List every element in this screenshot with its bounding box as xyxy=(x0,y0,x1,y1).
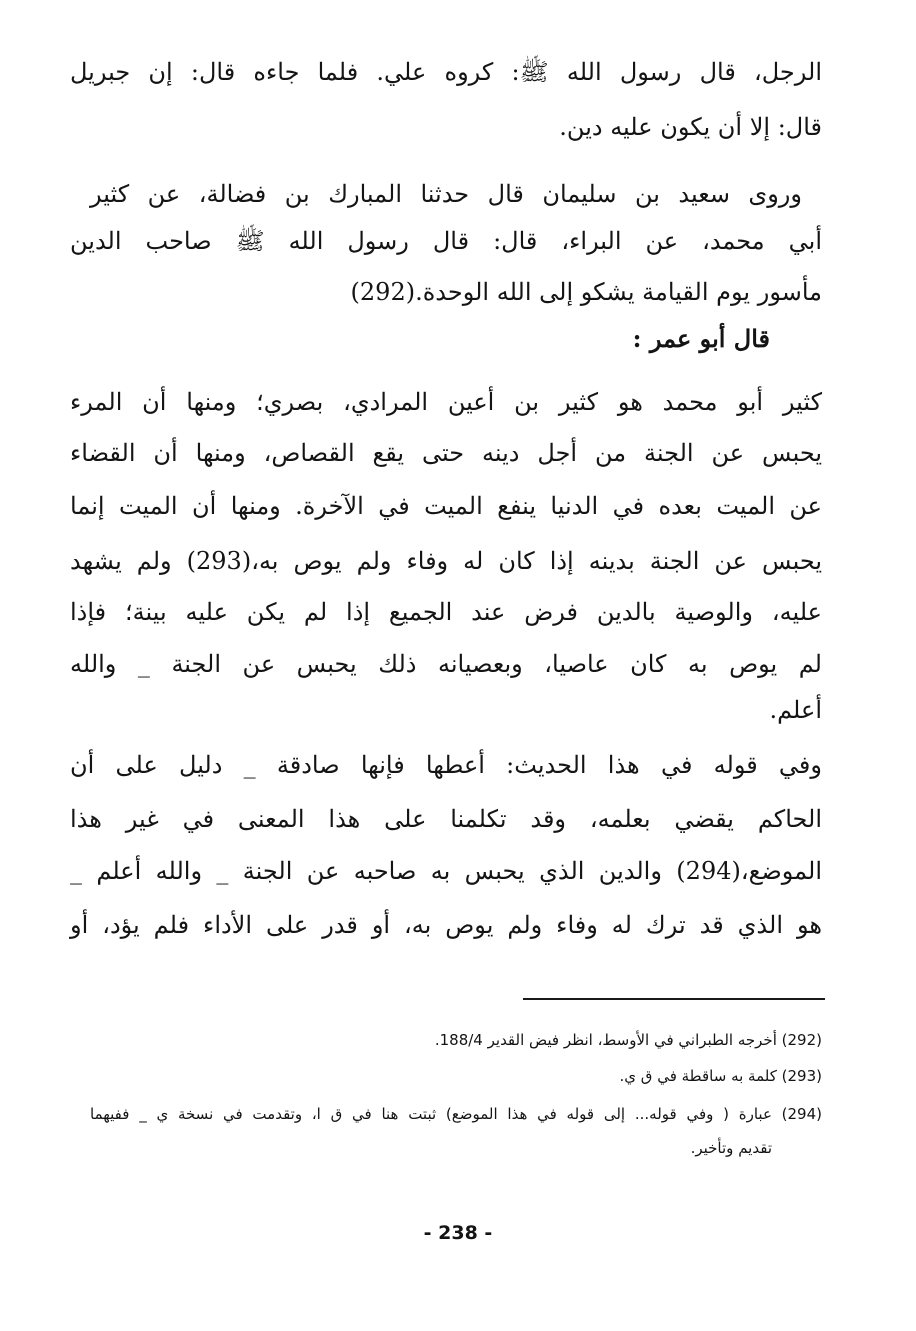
body-line-17: هو الذي قد ترك له وفاء ولم يوص به، أو قدر على الأداء فلم يؤد، أو xyxy=(70,911,822,939)
footnote-292: (292) أخرجه الطبراني في الأوسط، انظر فيض القدير 188/4. xyxy=(434,1031,822,1049)
page-number: - 238 - xyxy=(423,1222,493,1244)
footnote-294-continuation: تقديم وتأخير. xyxy=(690,1139,772,1157)
body-line-5: مأسور يوم القيامة يشكو إلى الله الوحدة.(292) xyxy=(350,278,822,306)
body-line-13: أعلم. xyxy=(769,696,822,724)
footnote-293: (293) كلمة به ساقطة في ق ي. xyxy=(619,1067,822,1085)
body-line-8: يحبس عن الجنة من أجل دينه حتى يقع القصاص، ومنها أن القضاء xyxy=(70,439,822,467)
body-line-12: لم يوص به كان عاصيا، وبعصيانه ذلك يحبس عن الجنة _ والله xyxy=(70,650,822,678)
footnote-294: (294) عبارة ( وفي قوله... إلى قوله في هذا الموضع) ثبتت هنا في ق ا، وتقدمت في نسخة ي _ ففيهما xyxy=(90,1105,822,1123)
body-line-14: وفي قوله في هذا الحديث: أعطها فإنها صادقة _ دليل على أن xyxy=(70,751,822,779)
body-line-7: كثير أبو محمد هو كثير بن أعين المرادي، بصري؛ ومنها أن المرء xyxy=(70,388,822,416)
body-line-16: الموضع،(294) والدين الذي يحبس به صاحبه عن الجنة _ والله أعلم _ xyxy=(70,857,822,885)
body-line-9: عن الميت بعده في الدنيا ينفع الميت في الآخرة. ومنها أن الميت إنما xyxy=(70,492,822,520)
footnote-divider xyxy=(523,998,825,1000)
body-line-2: قال: إلا أن يكون عليه دين. xyxy=(559,113,822,141)
body-line-15: الحاكم يقضي بعلمه، وقد تكلمنا على هذا المعنى في غير هذا xyxy=(70,805,822,833)
body-line-3: وروى سعيد بن سليمان قال حدثنا المبارك بن فضالة، عن كثير xyxy=(90,180,802,208)
section-heading: قال أبو عمر : xyxy=(632,324,770,353)
body-line-11: عليه، والوصية بالدين فرض عند الجميع إذا لم يكن عليه بينة؛ فإذا xyxy=(70,598,822,626)
body-line-10: يحبس عن الجنة بدينه إذا كان له وفاء ولم يوص به،(293) ولم يشهد xyxy=(70,547,823,575)
body-line-4: أبي محمد، عن البراء، قال: قال رسول الله ﷺ صاحب الدين xyxy=(70,227,822,255)
body-line-1: الرجل، قال رسول الله ﷺ: كروه علي. فلما جاءه قال: إن جبريل xyxy=(70,58,822,86)
